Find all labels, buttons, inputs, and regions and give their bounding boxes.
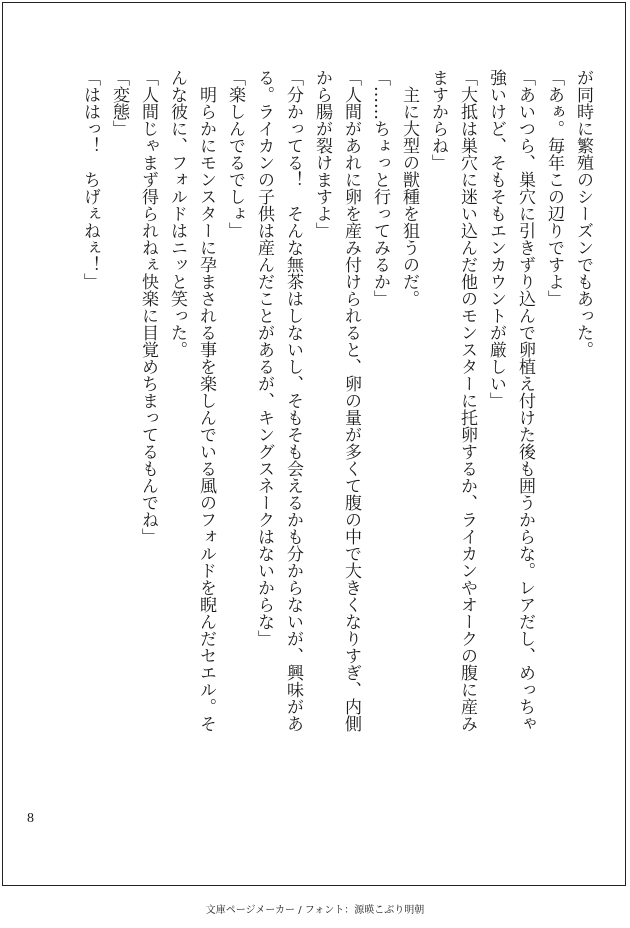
text-line: 「人間があれに卵を産み付けられると、卵の量が多くて腹の中で大きくなりすぎ、内側 xyxy=(341,69,361,732)
page-number: 8 xyxy=(27,811,34,826)
text-line: 「あぁ。毎年この辺りですよ」 xyxy=(544,69,564,307)
text-line: 「ははっ！ ちげぇねぇ！」 xyxy=(80,69,100,290)
text-line: 「人間じゃまず得られねぇ快楽に目覚めちまってるもんでね」 xyxy=(138,69,158,545)
text-line: から腸が裂けますよ」 xyxy=(312,69,332,239)
text-line: 「分かってる！ そんな無茶はしないし、そもそも会えるかも分からないが、興味があ xyxy=(283,69,303,732)
footer-credit: 文庫ページメーカー / フォント：源暎こぶり明朝 xyxy=(205,905,425,916)
vertical-body-text xyxy=(57,69,597,849)
text-line: 強いけど、そもそもエンカウントが厳しい」 xyxy=(486,69,506,409)
text-line: んな彼に、フォルドはニッと笑った。 xyxy=(167,69,187,358)
text-line: ますからね」 xyxy=(428,69,448,171)
text-line: 「……ちょっと行ってみるか」 xyxy=(370,69,390,307)
text-line: 主に大型の獣種を狙うのだ。 xyxy=(399,69,419,307)
text-line: る。ライカンの子供は産んだことがあるが、キングスネークはないからな」 xyxy=(254,69,274,647)
page-frame xyxy=(2,2,626,886)
text-line: 「変態」 xyxy=(109,69,129,137)
text-line: が同時に繁殖のシーズンでもあった。 xyxy=(573,69,593,358)
text-line: 「楽しんでるでしょ」 xyxy=(225,69,245,239)
text-line: 「大抵は巣穴に迷い込んだ他のモンスターに托卵するか、ライカンやオークの腹に産み xyxy=(457,69,477,732)
text-line: 明らかにモンスターに孕まされる事を楽しんでいる風のフォルドを睨んだセエル。そ xyxy=(196,69,216,732)
text-line: 「あいつら、巣穴に引きずり込んで卵植え付けた後も囲うからな。レアだし、めっちゃ xyxy=(515,69,535,732)
